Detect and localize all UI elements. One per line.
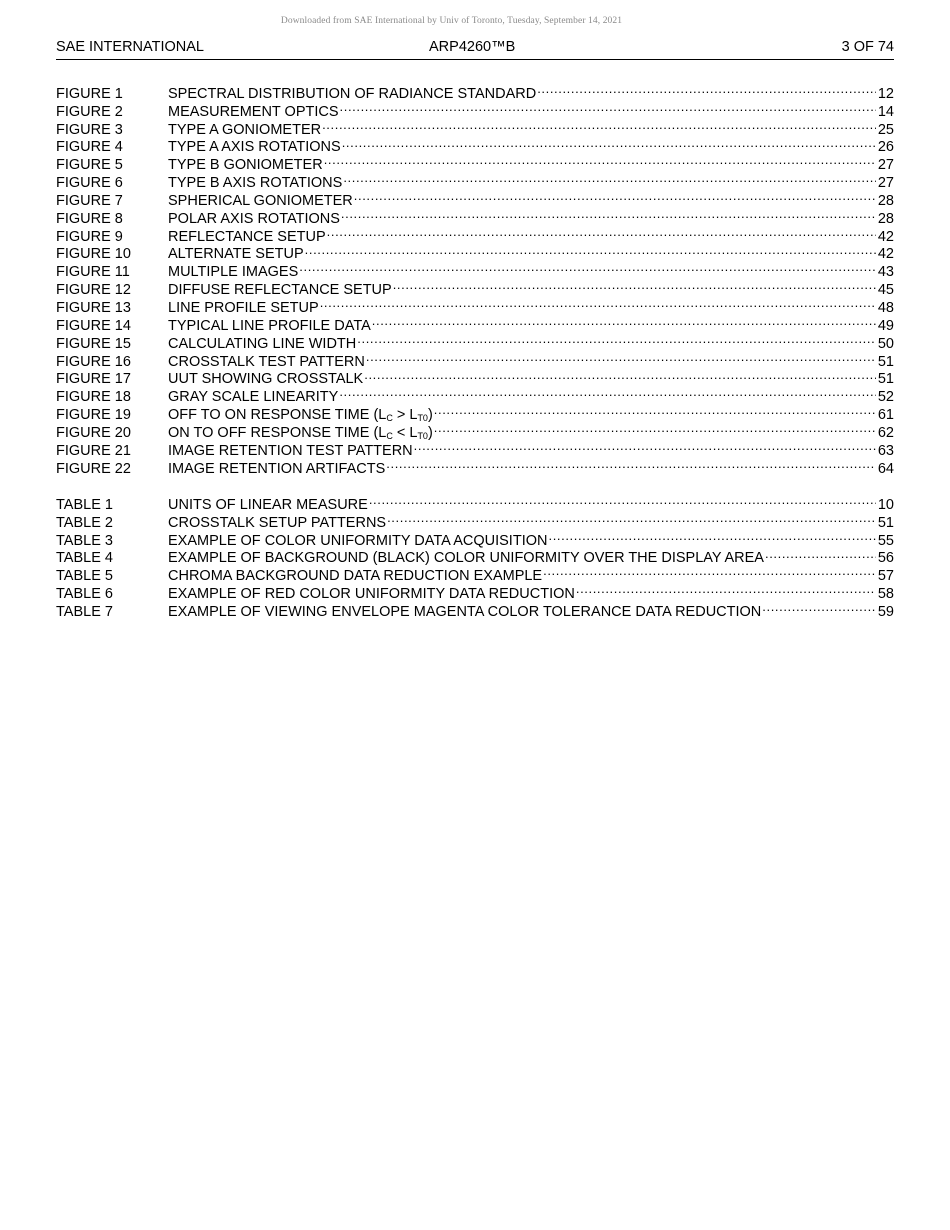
entry-page: 26 — [877, 139, 894, 156]
entry-number: FIGURE 6 — [56, 175, 123, 192]
entry-page: 51 — [877, 514, 894, 531]
dot-leader — [342, 169, 876, 187]
toc-entry-figure-1[interactable] — [56, 80, 894, 102]
entry-page: 42 — [877, 228, 894, 245]
entry-number: FIGURE 19 — [56, 407, 131, 424]
entry-page: 48 — [877, 299, 894, 316]
entry-page: 51 — [877, 371, 894, 388]
entry-number: FIGURE 7 — [56, 192, 123, 209]
entry-title: IMAGE RETENTION TEST PATTERN — [168, 442, 413, 459]
entry-page: 43 — [877, 264, 894, 281]
header-document-id: ARP4260™B — [429, 39, 516, 55]
entry-number: FIGURE 13 — [56, 299, 131, 316]
entry-number: FIGURE 4 — [56, 139, 123, 156]
entry-number: FIGURE 21 — [56, 442, 131, 459]
dot-leader — [536, 80, 876, 98]
entry-title — [168, 425, 433, 443]
entry-title: CROSSTALK SETUP PATTERNS — [168, 514, 387, 531]
entry-page: 45 — [877, 282, 894, 299]
dot-leader — [353, 187, 876, 205]
dot-leader — [338, 383, 876, 401]
entry-page: 42 — [877, 246, 894, 263]
entry-page: 10 — [877, 496, 894, 513]
entry-page: 62 — [877, 424, 894, 441]
entry-title: UUT SHOWING CROSSTALK — [168, 371, 364, 388]
entry-title: IMAGE RETENTION ARTIFACTS — [168, 460, 386, 477]
entry-page: 58 — [877, 586, 894, 603]
entry-page: 64 — [877, 460, 894, 477]
entry-page: 56 — [877, 550, 894, 567]
dot-leader — [304, 241, 876, 259]
dot-leader — [764, 545, 876, 563]
entry-number: TABLE 2 — [56, 514, 113, 531]
title-part: > L — [392, 407, 418, 424]
title-part: OFF TO ON RESPONSE TIME (L — [168, 407, 387, 424]
entry-title: TYPICAL LINE PROFILE DATA — [168, 317, 371, 334]
header-organization: SAE INTERNATIONAL — [56, 39, 204, 55]
entry-page: 61 — [877, 407, 894, 424]
list-of-tables — [56, 491, 894, 620]
dot-leader — [385, 455, 876, 473]
entry-number: FIGURE 18 — [56, 389, 131, 406]
title-subscript: T0 — [417, 413, 428, 424]
title-part: < L — [392, 424, 418, 441]
entry-title: UNITS OF LINEAR MEASURE — [168, 496, 368, 513]
download-watermark: Downloaded from SAE International by Univ of Toronto, Tuesday, September 14, 2021 — [280, 16, 623, 26]
entry-number: FIGURE 22 — [56, 460, 131, 477]
entry-number: FIGURE 9 — [56, 228, 123, 245]
dot-leader — [356, 330, 876, 348]
dot-leader — [341, 134, 876, 152]
dot-leader — [433, 401, 876, 419]
entry-page: 51 — [877, 353, 894, 370]
entry-title: ALTERNATE SETUP — [168, 246, 304, 263]
entry-title — [168, 407, 433, 425]
title-part: ON TO OFF RESPONSE TIME (L — [168, 424, 387, 441]
entry-title: SPECTRAL DISTRIBUTION OF RADIANCE STANDARD — [168, 85, 537, 102]
dot-leader — [386, 509, 876, 527]
entry-title: TYPE B GONIOMETER — [168, 157, 323, 174]
entry-number: FIGURE 14 — [56, 317, 131, 334]
dot-leader — [319, 294, 876, 312]
title-part: ) — [427, 407, 433, 424]
dot-leader — [413, 437, 876, 455]
entry-page: 27 — [877, 157, 894, 174]
entry-number: TABLE 3 — [56, 532, 113, 549]
entry-page: 50 — [877, 335, 894, 352]
title-subscript: C — [386, 430, 393, 441]
entry-number: FIGURE 20 — [56, 424, 131, 441]
entry-number: FIGURE 12 — [56, 282, 131, 299]
entry-title: CALCULATING LINE WIDTH — [168, 335, 357, 352]
entry-title: GRAY SCALE LINEARITY — [168, 389, 339, 406]
entry-title: MULTIPLE IMAGES — [168, 264, 299, 281]
entry-page: 52 — [877, 389, 894, 406]
entry-number: FIGURE 8 — [56, 210, 123, 227]
toc-entry-table-1[interactable] — [56, 491, 894, 513]
dot-leader — [547, 527, 875, 545]
entry-page: 59 — [877, 603, 894, 620]
entry-page: 27 — [877, 175, 894, 192]
entry-number: FIGURE 16 — [56, 353, 131, 370]
dot-leader — [542, 562, 876, 580]
dot-leader — [298, 258, 876, 276]
entry-page: 12 — [877, 85, 894, 102]
entry-title: MEASUREMENT OPTICS — [168, 103, 339, 120]
entry-page: 55 — [877, 532, 894, 549]
entry-number: FIGURE 1 — [56, 85, 123, 102]
dot-leader — [363, 366, 876, 384]
entry-number: FIGURE 2 — [56, 103, 123, 120]
dot-leader — [371, 312, 876, 330]
entry-number: TABLE 5 — [56, 568, 113, 585]
dot-leader — [323, 151, 876, 169]
dot-leader — [365, 348, 876, 366]
entry-title: EXAMPLE OF BACKGROUND (BLACK) COLOR UNIFORMITY OVER THE DISPLAY AREA — [168, 550, 764, 567]
entry-title: EXAMPLE OF COLOR UNIFORMITY DATA ACQUISITION — [168, 532, 548, 549]
entry-title: REFLECTANCE SETUP — [168, 228, 326, 245]
entry-page: 57 — [877, 568, 894, 585]
dot-leader — [575, 580, 876, 598]
entry-title: TYPE B AXIS ROTATIONS — [168, 175, 343, 192]
entry-title: EXAMPLE OF VIEWING ENVELOPE MAGENTA COLOR TOLERANCE DATA REDUCTION — [168, 603, 762, 620]
entry-number: FIGURE 11 — [56, 264, 130, 281]
entry-title: POLAR AXIS ROTATIONS — [168, 210, 340, 227]
entry-number: FIGURE 5 — [56, 157, 123, 174]
entry-number: FIGURE 3 — [56, 121, 123, 138]
entry-page: 28 — [877, 210, 894, 227]
entry-number: FIGURE 17 — [56, 371, 131, 388]
entry-number: TABLE 1 — [56, 496, 113, 513]
entry-title: LINE PROFILE SETUP — [168, 299, 319, 316]
entry-number: TABLE 6 — [56, 586, 113, 603]
entry-page: 49 — [877, 317, 894, 334]
dot-leader — [368, 491, 876, 509]
dot-leader — [433, 419, 876, 437]
entry-title: CROSSTALK TEST PATTERN — [168, 353, 365, 370]
dot-leader — [326, 223, 876, 241]
entry-title: DIFFUSE REFLECTANCE SETUP — [168, 282, 392, 299]
entry-title: TYPE A GONIOMETER — [168, 121, 322, 138]
title-subscript: C — [386, 413, 393, 424]
entry-number: TABLE 4 — [56, 550, 113, 567]
entry-title: EXAMPLE OF RED COLOR UNIFORMITY DATA REDUCTION — [168, 586, 575, 603]
entry-page: 28 — [877, 192, 894, 209]
entry-title: CHROMA BACKGROUND DATA REDUCTION EXAMPLE — [168, 568, 543, 585]
dot-leader — [761, 598, 876, 616]
entry-number: FIGURE 10 — [56, 246, 131, 263]
title-subscript: T0 — [417, 430, 428, 441]
entry-page: 14 — [877, 103, 894, 120]
entry-number: TABLE 7 — [56, 603, 113, 620]
entry-title: SPHERICAL GONIOMETER — [168, 192, 353, 209]
dot-leader — [392, 276, 876, 294]
entry-title: TYPE A AXIS ROTATIONS — [168, 139, 341, 156]
dot-leader — [321, 116, 876, 134]
dot-leader — [340, 205, 876, 223]
entry-number: FIGURE 15 — [56, 335, 131, 352]
list-of-figures — [56, 80, 894, 477]
dot-leader — [339, 98, 876, 116]
title-part: ) — [427, 424, 433, 441]
header-page-number: 3 OF 74 — [841, 39, 894, 55]
page-header — [56, 38, 894, 60]
entry-page: 25 — [877, 121, 894, 138]
entry-page: 63 — [877, 442, 894, 459]
